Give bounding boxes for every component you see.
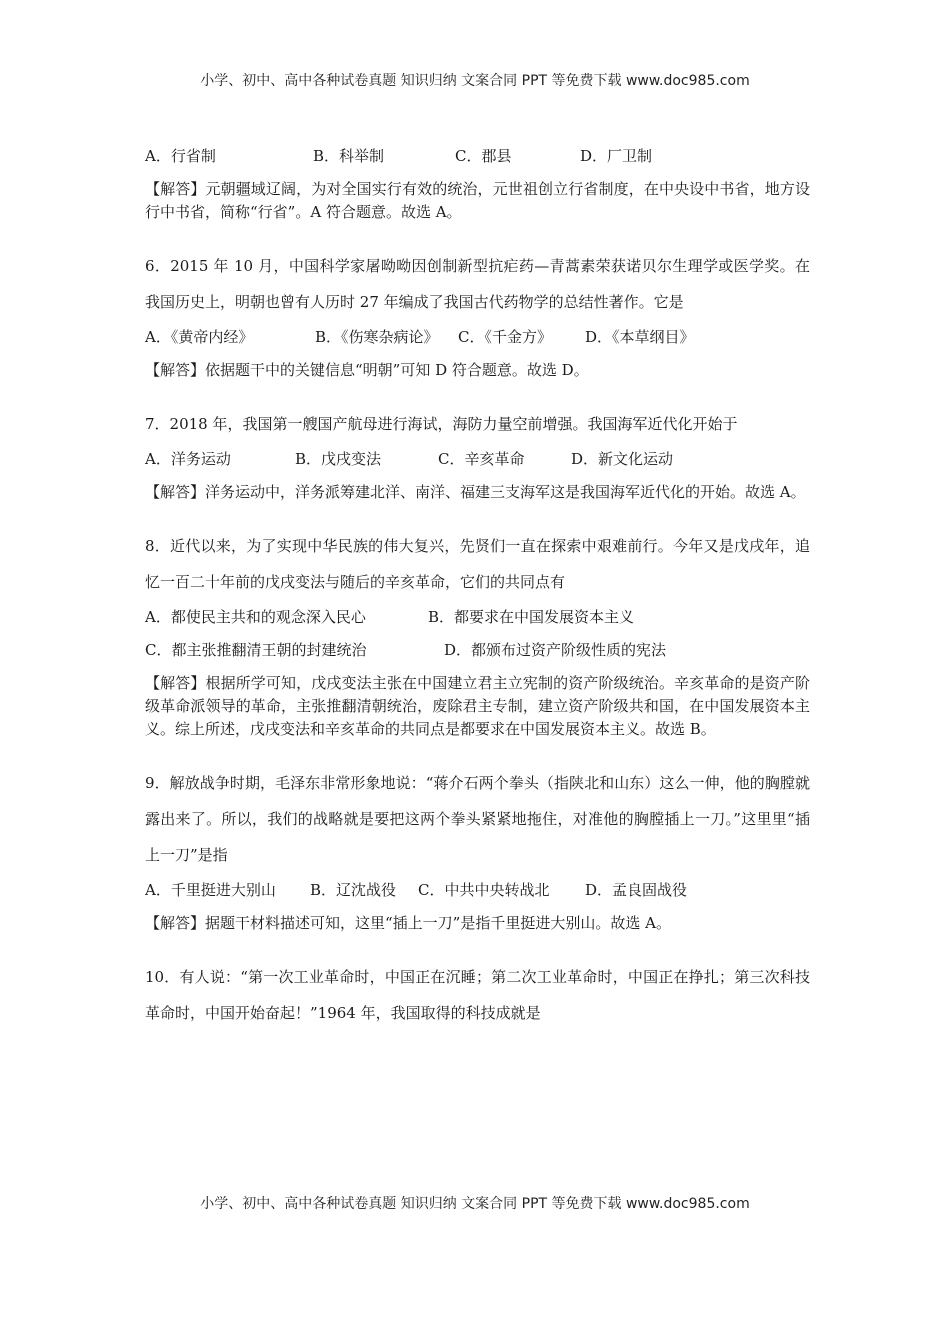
q6-question: 6．2015 年 10 月，中国科学家屠呦呦因创制新型抗疟药—青蒿素荣获诺贝尔生理学或医学奖。在我国历史上，明朝也曾有人历时 27 年编成了我国古代药物学的总结性著作。它是	[145, 257, 810, 311]
page-footer: 小学、初中、高中各种试卷真题 知识归纳 文案合同 PPT 等免费下载 www.doc985.com	[200, 1196, 750, 1212]
q8-option-b: B．都要求在中国发展资本主义	[428, 608, 635, 626]
q7-option-a: A．洋务运动	[145, 450, 231, 468]
q7-option-b: B．戊戌变法	[295, 450, 382, 468]
q6-option-b: B．《伤寒杂病论》	[315, 328, 439, 346]
q9-options	[145, 879, 810, 902]
q5-option-c: C．郡县	[455, 147, 512, 165]
q7-option-d: D．新文化运动	[571, 450, 674, 468]
q8-options-row1	[145, 606, 810, 629]
q9-option-c: C．中共中央转战北	[418, 881, 550, 899]
q5-option-a: A．行省制	[145, 147, 216, 165]
q8-options-row2	[145, 639, 810, 662]
q7-question: 7．2018 年，我国第一艘国产航母进行海试，海防力量空前增强。我国海军近代化开始于	[145, 415, 738, 433]
q6-option-a: A．《黄帝内经》	[145, 328, 254, 346]
q8-answer: 【解答】根据所学可知，戊戌变法主张在中国建立君主立宪制的资产阶级统治。辛亥革命的是资产阶级革命派领导的革命，主张推翻清朝统治，废除君主专制，建立资产阶级共和国，在中国发展资本主义。综上所述，戊戌变法和辛亥革命的共同点是都要求在中国发展资本主义。故选 B。	[145, 674, 810, 738]
q9-answer: 【解答】据题干材料描述可知，这里“插上一刀”是指千里挺进大别山。故选 A。	[145, 914, 671, 932]
q8-question: 8．近代以来，为了实现中华民族的伟大复兴，先贤们一直在探索中艰难前行。今年又是戊戌年，追忆一百二十年前的戊戌变法与随后的辛亥革命，它们的共同点有	[145, 537, 810, 591]
q9-option-a: A．千里挺进大别山	[145, 881, 276, 899]
q6-option-d: D．《本草纲目》	[585, 328, 695, 346]
q6-answer: 【解答】依据题干中的关键信息“明朝”可知 D 符合题意。故选 D。	[145, 361, 589, 379]
q8-option-c: C．都主张推翻清王朝的封建统治	[145, 641, 367, 659]
page-header: 小学、初中、高中各种试卷真题 知识归纳 文案合同 PPT 等免费下载 www.doc985.com	[200, 73, 750, 89]
q10-question: 10．有人说：“第一次工业革命时，中国正在沉睡；第二次工业革命时，中国正在挣扎；第三次科技革命时，中国开始奋起！”1964 年，我国取得的科技成就是	[145, 968, 810, 1022]
q7-option-c: C．辛亥革命	[438, 450, 525, 468]
q6-option-c: C．《千金方》	[458, 328, 552, 346]
q5-answer: 【解答】元朝疆域辽阔，为对全国实行有效的统治，元世祖创立行省制度，在中央设中书省，地方设行中书省，简称“行省”。A 符合题意。故选 A。	[145, 180, 810, 221]
q6-options	[145, 326, 810, 349]
q5-options	[145, 145, 810, 168]
q5-option-b: B．科举制	[313, 147, 385, 165]
q9-option-d: D．孟良固战役	[585, 881, 688, 899]
document-body	[145, 145, 810, 1037]
q8-option-d: D．都颁布过资产阶级性质的宪法	[444, 641, 667, 659]
q5-option-d: D．厂卫制	[580, 147, 653, 165]
q8-option-a: A．都使民主共和的观念深入民心	[145, 608, 366, 626]
q9-option-b: B．辽沈战役	[310, 881, 397, 899]
q9-question: 9．解放战争时期，毛泽东非常形象地说：“蒋介石两个拳头（指陕北和山东）这么一伸，他的胸膛就露出来了。所以，我们的战略就是要把这两个拳头紧紧地拖住，对准他的胸膛插上一刀。”这里里“插上一刀”是指	[145, 774, 810, 864]
q7-options	[145, 448, 810, 471]
q7-answer: 【解答】洋务运动中，洋务派筹建北洋、南洋、福建三支海军这是我国海军近代化的开始。故选 A。	[145, 483, 806, 501]
